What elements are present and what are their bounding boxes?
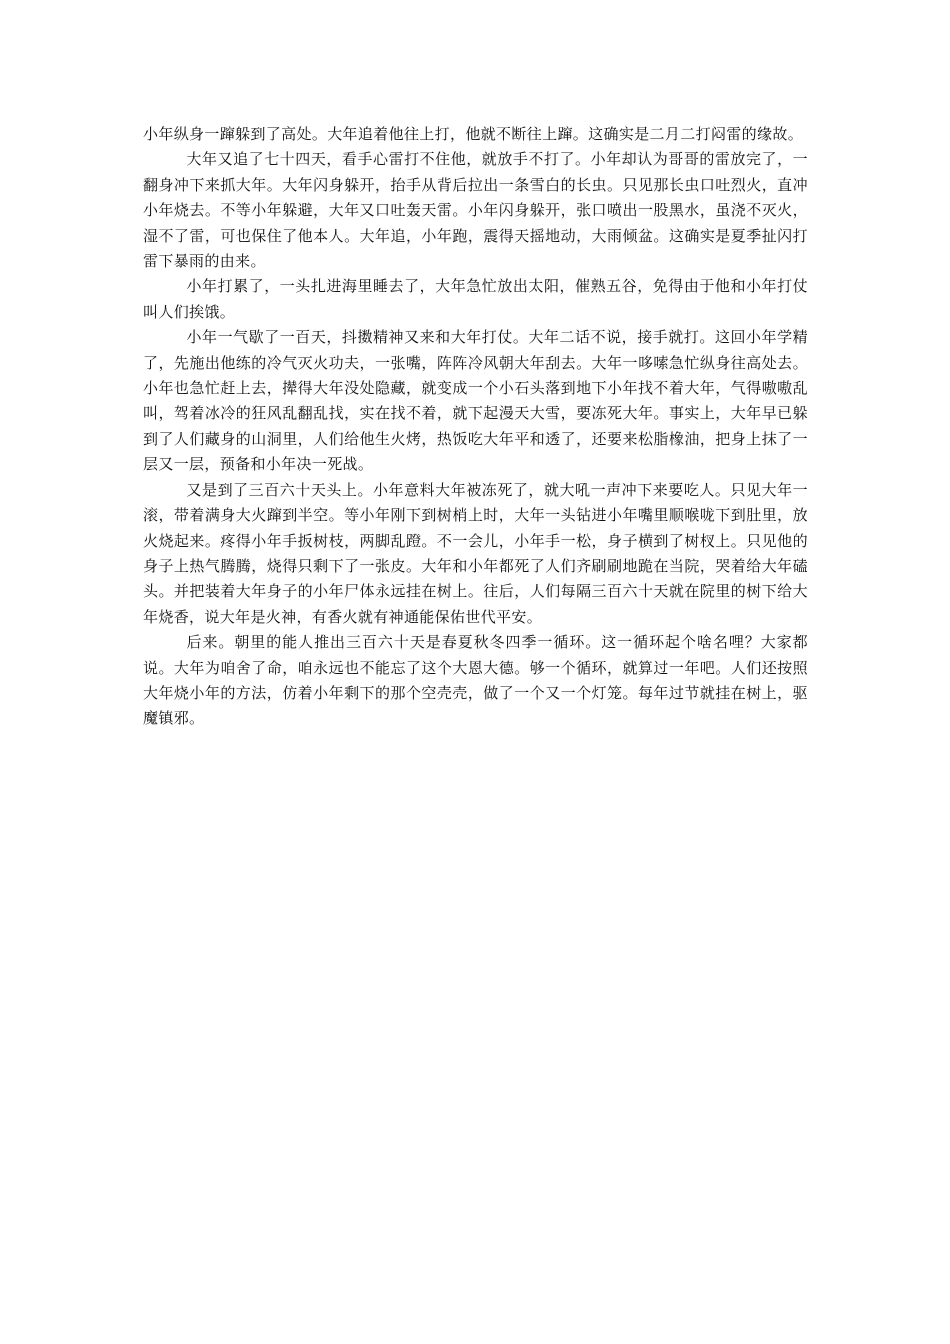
- paragraph-5: 又是到了三百六十天头上。小年意料大年被冻死了，就大吼一声冲下来要吃人。只见大年一滚，带着满身大火蹿到半空。等小年刚下到树梢上时，大年一头钻进小年嘴里顺喉咙下到肚里，放火烧起来。疼得小年手扳树枝，两脚乱蹬。不一会儿，小年手一松，身子横到了树杈上。只见他的身子上热气腾腾，烧得只剩下了一张皮。大年和小年都死了人们齐刷刷地跪在当院，哭着给大年磕头。并把装着大年身子的小年尸体永远挂在树上。往后，人们每隔三百六十天就在院里的树下给大年烧香，说大年是火神，有香火就有神通能保佑世代平安。: [143, 480, 808, 626]
- paragraph-4: 小年一气歇了一百天，抖擞精神又来和大年打仗。大年二话不说，接手就打。这回小年学精了，先施出他练的冷气灭火功夫，一张嘴，阵阵冷风朝大年刮去。大年一哆嗦急忙纵身往高处去。小年也急忙赶上去，撵得大年没处隐藏，就变成一个小石头落到地下小年找不着大年，气得嗷嗷乱叫，驾着冰冷的狂风乱翻乱找，实在找不着，就下起漫天大雪，要冻死大年。事实上，大年早已躲到了人们藏身的山洞里，人们给他生火烤，热饭吃大年平和透了，还要来松脂橡油，把身上抹了一层又一层，预备和小年决一死战。: [143, 328, 808, 474]
- document-body: [143, 122, 808, 732]
- paragraph-1: 小年纵身一蹿躲到了高处。大年追着他往上打，他就不断往上蹿。这确实是二月二打闷雷的缘故。: [143, 125, 804, 143]
- paragraph-3: 小年打累了，一头扎进海里睡去了，大年急忙放出太阳，催熟五谷，免得由于他和小年打仗叫人们挨饿。: [143, 277, 808, 321]
- paragraph-2: 大年又追了七十四天，看手心雷打不住他，就放手不打了。小年却认为哥哥的雷放完了，一翻身冲下来抓大年。大年闪身躲开，抬手从背后拉出一条雪白的长虫。只见那长虫口吐烈火，直冲小年烧去。不等小年躲避，大年又口吐轰天雷。小年闪身躲开，张口喷出一股黑水，虽浇不灭火，湿不了雷，可也保住了他本人。大年追，小年跑，震得天摇地动，大雨倾盆。这确实是夏季扯闪打雷下暴雨的由来。: [143, 150, 808, 271]
- paragraph-6: 后来。朝里的能人推出三百六十天是春夏秋冬四季一循环。这一循环起个啥名哩？大家都说。大年为咱舍了命，咱永远也不能忘了这个大恩大德。够一个循环，就算过一年吧。人们还按照大年烧小年的方法，仿着小年剩下的那个空壳壳，做了一个又一个灯笼。每年过节就挂在树上，驱魔镇邪。: [143, 633, 808, 728]
